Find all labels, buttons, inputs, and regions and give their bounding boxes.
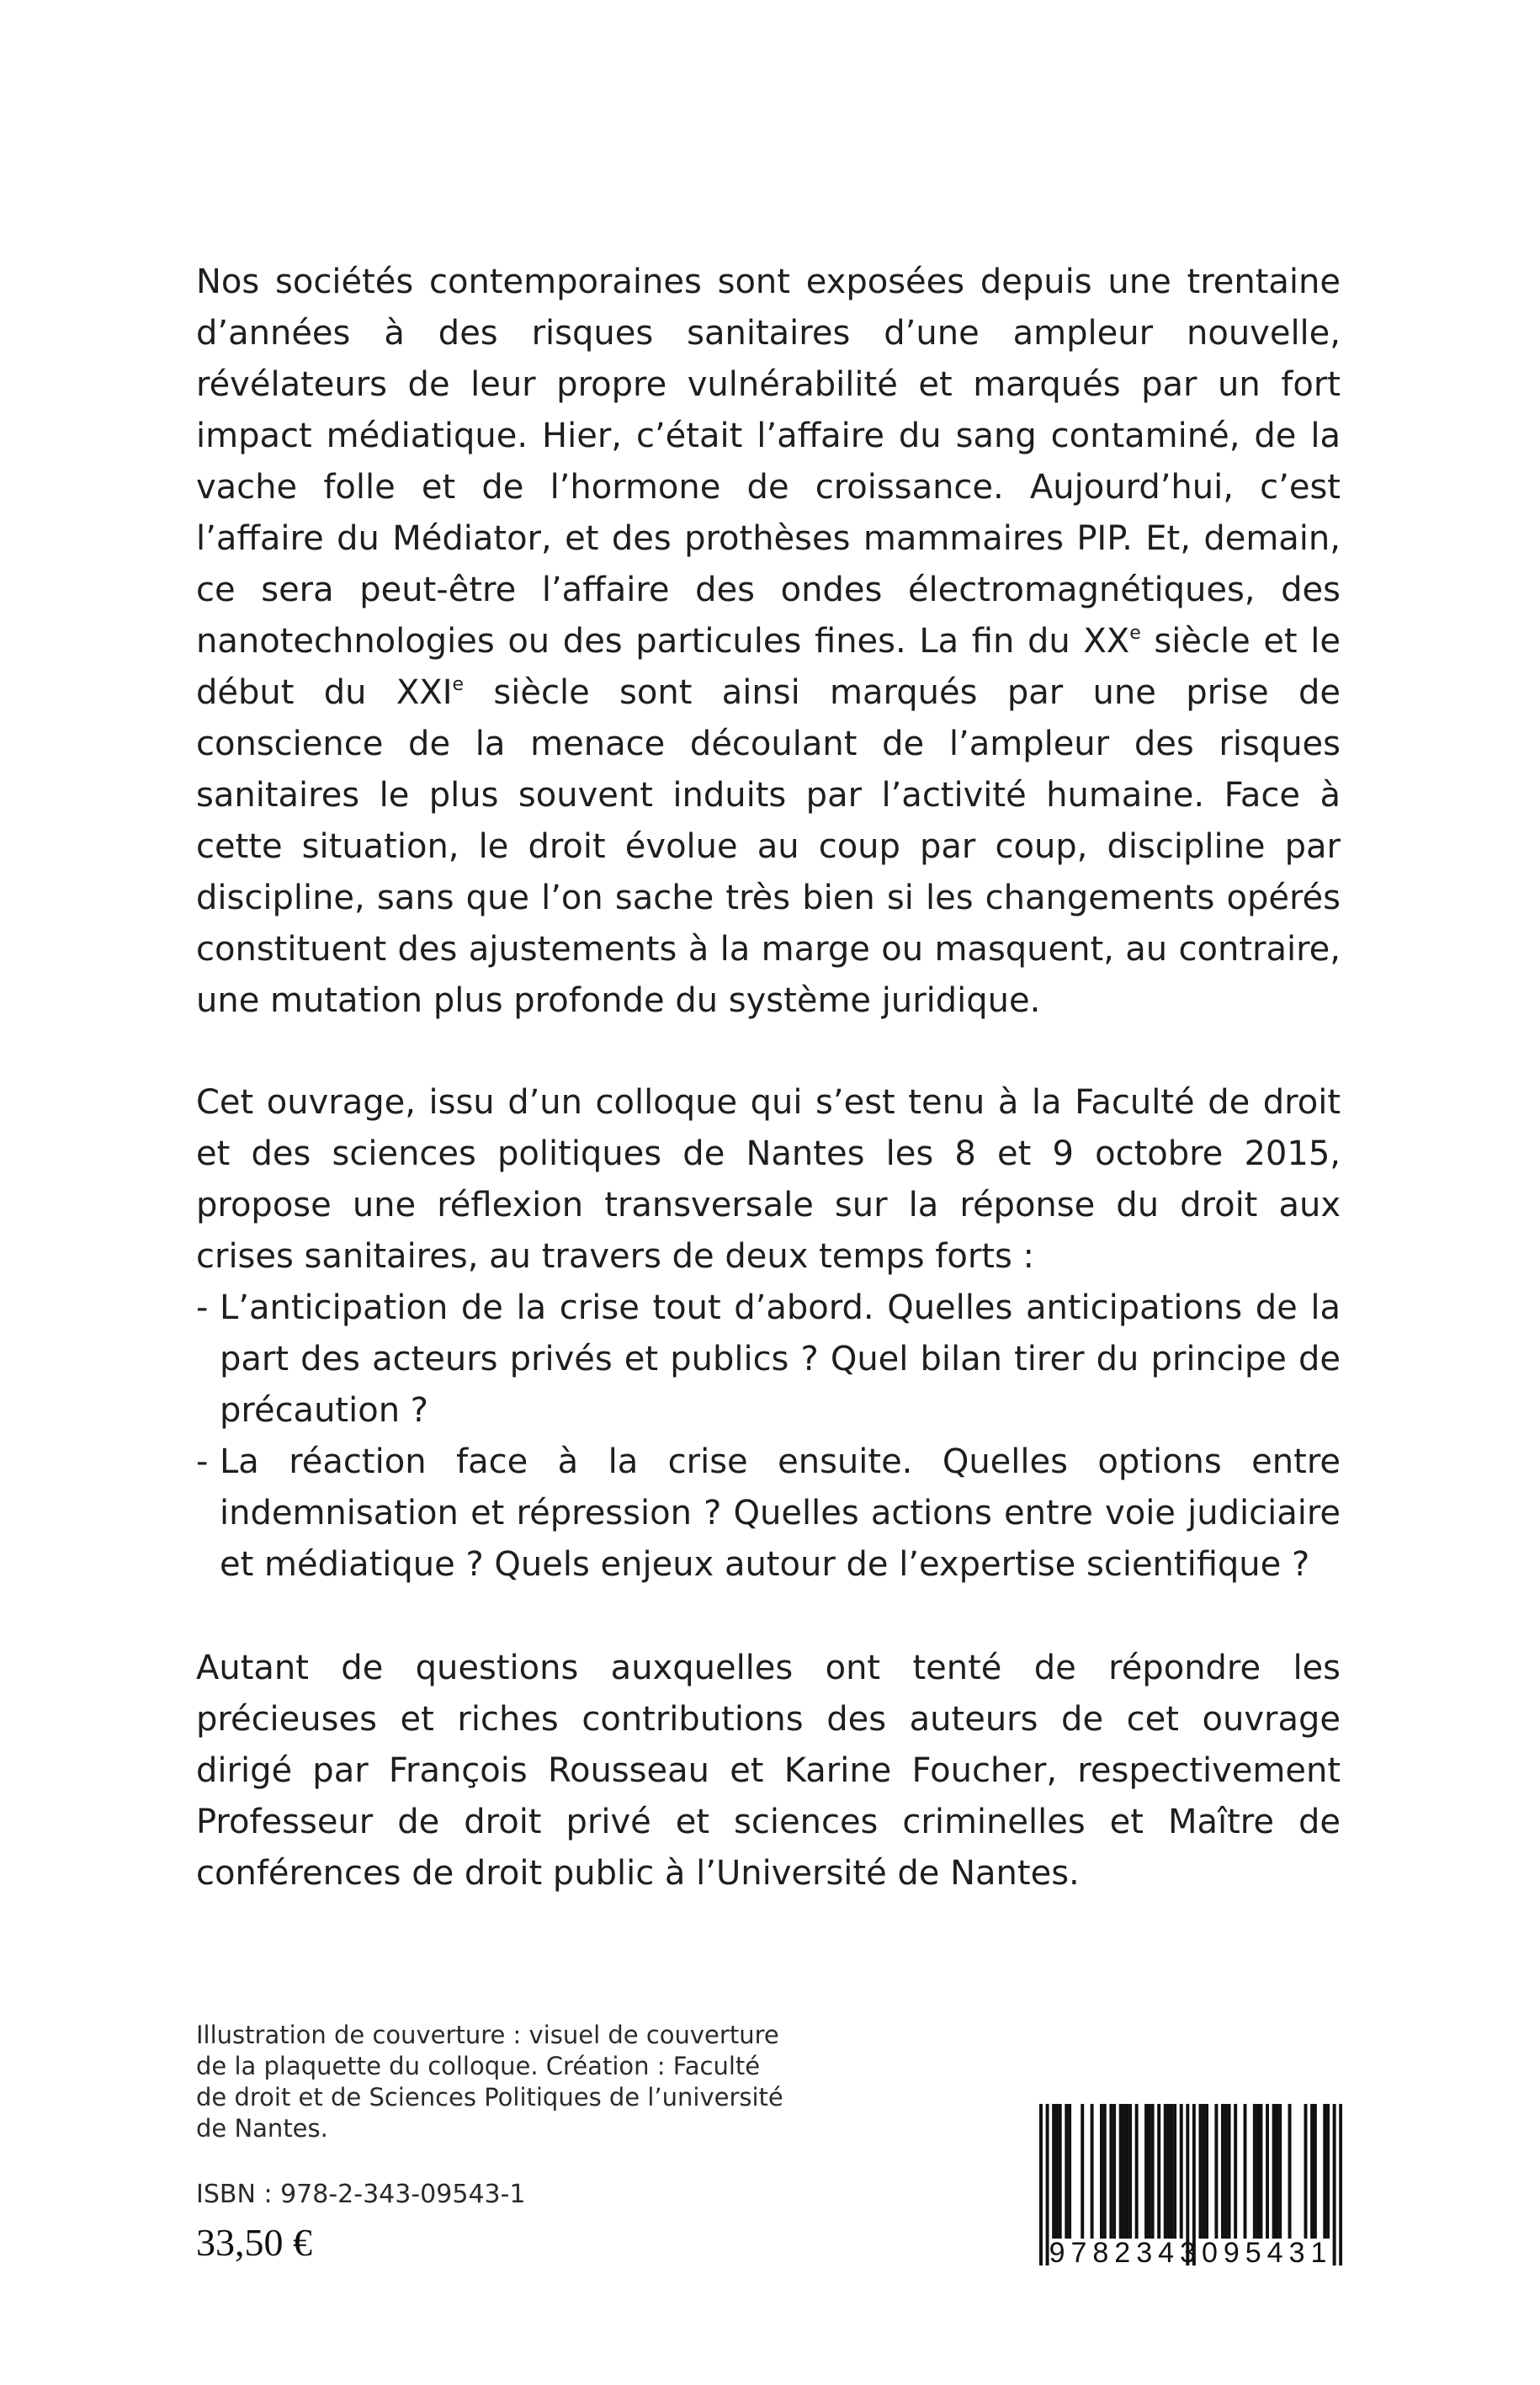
superscript-e: e [1129, 622, 1141, 644]
paragraph-intro: Nos sociétés contemporaines sont exposées depuis une trentaine d’années à des risques sanitaires d’une ampleur nouvelle, révélateurs de leur propre vulnérabilité et marqués par un fort impact médiatique. Hier, c’était l’affaire du sang contaminé, de la vache folle et de l’hormone de croissance. Aujourd’hui, c’est l’affaire du Médiator, et des prothèses mammaires PIP. Et, demain, ce sera peut-être l’affaire des ondes électromagnétiques, des nanotechnologies ou des particules fines. La fin du XXe siècle et le début du XXIe siècle sont ainsi marqués par une prise de conscience de la menace découlant de l’ampleur des risques sanitaires le plus souvent induits par l’activité humaine. Face à cette situation, le droit évolue au coup par coup, discipline par discipline, sans que l’on sache très bien si les changements opérés constituent des ajustements à la marge ou masquent, au contraire, une mutation plus profonde du système juridique. [196, 263, 1341, 1020]
barcode-bar [1164, 2104, 1167, 2239]
barcode-bar [1123, 2104, 1126, 2239]
barcode-bar [1144, 2104, 1148, 2239]
barcode-bar [1125, 2104, 1128, 2239]
isbn: ISBN : 978-2-343-09543-1 [196, 2180, 526, 2209]
barcode-bar [1081, 2104, 1084, 2239]
barcode-bar [1055, 2104, 1059, 2239]
barcode-bar [1275, 2104, 1278, 2239]
barcode-bar [1167, 2104, 1171, 2239]
barcode-bar [1103, 2104, 1107, 2239]
barcode-bar [1326, 2104, 1330, 2239]
superscript-e: e [452, 673, 465, 695]
barcode-bar [1052, 2104, 1055, 2239]
barcode-bar [1170, 2104, 1173, 2239]
barcode-bar [1068, 2104, 1071, 2239]
barcode-bar [1304, 2104, 1308, 2239]
list-item: - La réaction face à la crise ensuite. Quelles options entre indemnisation et répression ? Quelles actions entre voie judiciaire et médiatique ? Quels enjeux autour de l’expertise scientifique ? [196, 1437, 1341, 1591]
illustration-credit: Illustration de couverture : visuel de couverture de la plaquette du colloque. Création : Faculté de droit et de Sciences Politiques de l’université de Nantes. [196, 2021, 783, 2143]
paragraph-book-summary: Cet ouvrage, issu d’un colloque qui s’est tenu à la Faculté de droit et des sciences politiques de Nantes les 8 et 9 octobre 2015, propose une réflexion transversale sur la réponse du droit aux crises sanitaires, au travers de deux temps forts : [196, 1083, 1341, 1276]
themes-list [196, 1283, 1341, 1591]
barcode-bar [1059, 2104, 1062, 2239]
barcode-bar [1234, 2104, 1237, 2239]
barcode-bar [1151, 2104, 1155, 2239]
barcode-bar [1214, 2104, 1218, 2239]
barcode-bar [1119, 2104, 1123, 2239]
barcode-bar [1113, 2104, 1116, 2239]
barcode-bar [1256, 2104, 1260, 2239]
barcode-bar [1314, 2104, 1317, 2239]
barcode-bar [1148, 2104, 1151, 2239]
paragraph-authors: Autant de questions auxquelles ont tenté de répondre les précieuses et riches contributions des auteurs de cet ouvrage dirigé par François Rousseau et Karine Foucher, respectivement Professeur de droit privé et sciences criminelles et Maître de conférences de droit public à l’Université de Nantes. [196, 1649, 1341, 1893]
barcode-bar [1091, 2104, 1094, 2239]
barcode-bar [1198, 2104, 1202, 2239]
barcode-bar [1128, 2104, 1132, 2239]
barcode-bar [1288, 2104, 1292, 2239]
list-item: - L’anticipation de la crise tout d’abord. Quelles anticipations de la part des acteurs privés et publics ? Quel bilan tirer du principe de précaution ? [196, 1283, 1341, 1437]
barcode-bar [1065, 2104, 1068, 2239]
barcode-bar [1253, 2104, 1256, 2239]
barcode-bar [1323, 2104, 1326, 2239]
barcode-bar [1259, 2104, 1262, 2239]
description-text [196, 257, 1341, 1899]
barcode-bar [1224, 2104, 1228, 2239]
barcode-bar [1221, 2104, 1224, 2239]
barcode-bar [1135, 2104, 1139, 2239]
barcode-bar [1310, 2104, 1314, 2239]
barcode-bar [1266, 2104, 1269, 2239]
barcode-bar [1180, 2104, 1183, 2239]
barcode-bar [1228, 2104, 1231, 2239]
barcode-bar [1272, 2104, 1276, 2239]
barcode-bar [1205, 2104, 1208, 2239]
barcode-digits: 9782343095431 [1049, 2237, 1333, 2269]
barcode-bar [1157, 2104, 1160, 2239]
barcode-bar [1100, 2104, 1103, 2239]
barcode-bar [1173, 2104, 1176, 2239]
barcode-bar [1202, 2104, 1205, 2239]
barcode-bar [1278, 2104, 1282, 2239]
barcode-bar [1244, 2104, 1247, 2239]
barcode-bar [1109, 2104, 1113, 2239]
price: 33,50 € [196, 2221, 312, 2264]
